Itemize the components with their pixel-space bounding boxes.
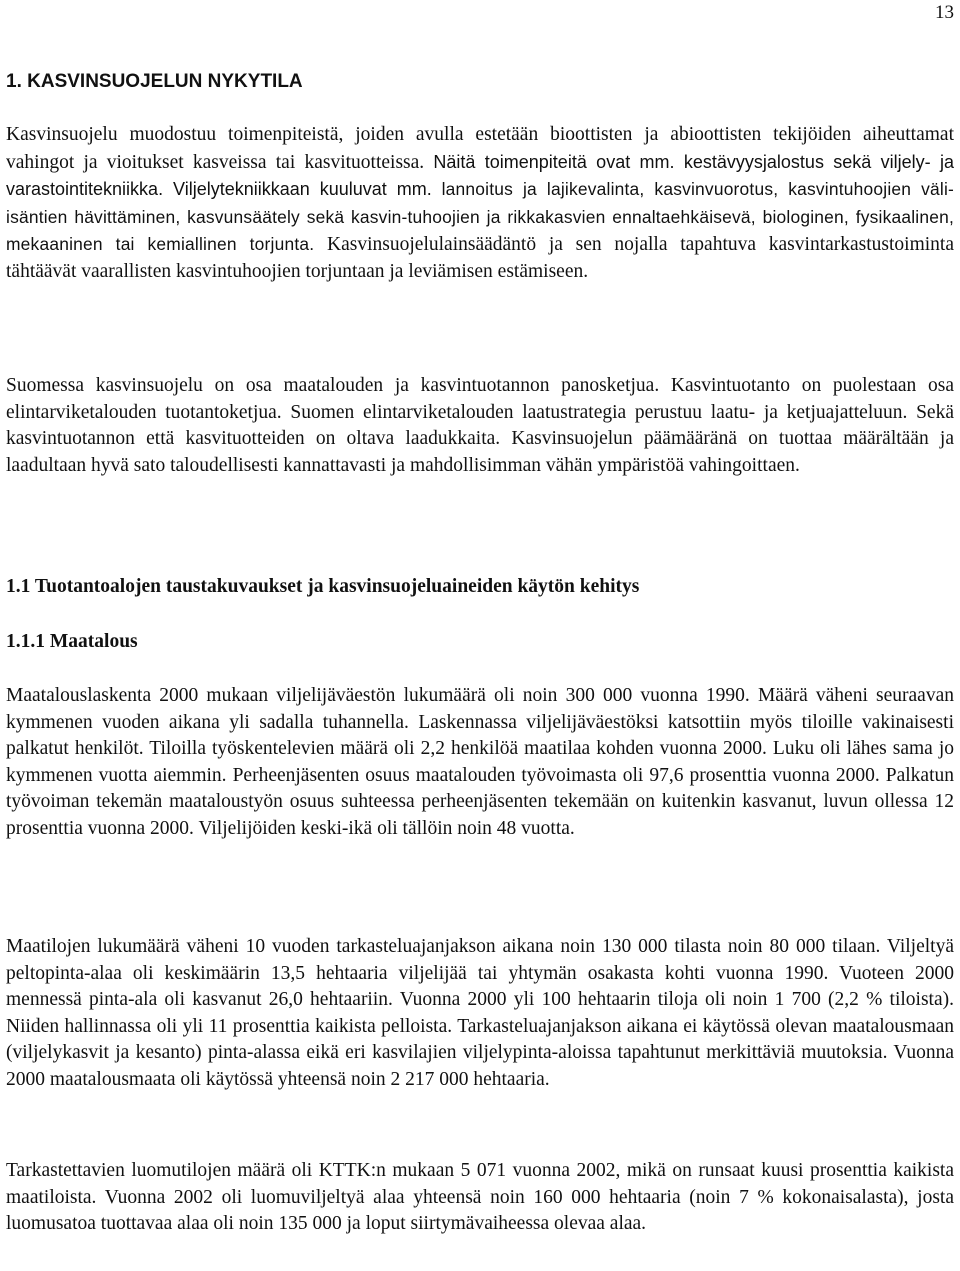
paragraph-5: Tarkastettavien luomutilojen määrä oli KTTK:n mukaan 5 071 vuonna 2002, mikä on runsaat kuusi prosenttia kaikista maatiloista. Vuonna 2002 oli luomuviljeltyä alaa yhteensä noin 160 000 hehtaaria (noin 7 % kokonaisalasta), josta luomusatoa tuottavaa alaa oli noin 135 000 ja loput siirtymävaiheessa olevaa alaa. — [6, 1160, 954, 1234]
page-number: 13 — [935, 2, 954, 23]
paragraph-3: Maatalouslaskenta 2000 mukaan viljelijäväestön lukumäärä oli noin 300 000 vuonna 1990. Määrä väheni seuraavan kymmenen vuoden aikana yli sadalla tuhannella. Laskennassa viljelijäväestöksi katsottiin myös tiloille vakinaisesti palkatut henkilöt. Tiloilla työskentelevien määrä oli 2,2 henkilöä maatilaa kohden vuonna 2000. Luku oli lähes sama jo kymmenen vuotta aiemmin. Perheenjäsenten osuus maatalouden työvoimasta oli 97,6 prosenttia vuonna 2000. Palkatun työvoiman tekemän maataloustyön osuus suhteessa perheenjäsenten tekemään on kuitenkin kasvanut, luvun ollessa 12 prosenttia vuonna 2000. Viljelijöiden keski-ikä oli tällöin noin 48 vuotta. — [6, 685, 954, 839]
paragraph-1 — [6, 122, 954, 285]
section-heading-1-1: 1.1 Tuotantoalojen taustakuvaukset ja kasvinsuojeluaineiden käytön kehitys — [6, 576, 640, 597]
paragraph-1-part-serif: Kasvinsuojelu muodostuu toimenpiteistä, joiden avulla estetään bioottisten ja abioottisten tekijöiden aiheuttamat vahingot ja vioitukset kasveissa tai kasvituotteissa. — [6, 124, 954, 173]
section-heading-1: 1. KASVINSUOJELUN NYKYTILA — [6, 71, 303, 92]
paragraph-1-part-dense: lannoitus ja lajikevalinta, kasvinvuorotus, kasvintuhoojien väli-isäntien hävittäminen, kasvunsäätely sekä kasvin-tuhoojien ja rikkakasvien ennaltaehkäisevä, biologinen, fysikaalinen, mekaaninen tai kemiallinen torjunta. — [6, 179, 955, 254]
paragraph-1-part-sans: Näitä toimenpiteitä ovat mm. kestävyysjalostus sekä viljely- ja varastointitekniikka. Viljelytekniikkaan kuuluvat mm. — [6, 151, 955, 199]
paragraph-2: Suomessa kasvinsuojelu on osa maatalouden ja kasvintuotannon panosketjua. Kasvintuotanto on puolestaan osa elintarviketalouden tuotantoketjua. Suomen elintarviketalouden laatustrategia perustuu laatu- ja ketjuajatteluun. Sekä kasvintuotannon että kasvituotteiden on oltava laadukkaita. Kasvinsuojelun päämääränä on tuottaa määrältään ja laadultaan hyvä sato taloudellisesti kannattavasti ja mahdollisimman vähän ympäristöä vahingoittaen. — [6, 375, 954, 476]
paragraph-4: Maatilojen lukumäärä väheni 10 vuoden tarkasteluajanjakson aikana noin 130 000 tilasta noin 80 000 tilaan. Viljeltyä peltopinta-alaa oli keskimäärin 13,5 hehtaaria viljelijää tai yhtymän osakasta kohti vuonna 1990. Vuoteen 2000 mennessä pinta-ala oli kasvanut 26,0 hehtaariin. Vuonna 2000 yli 100 hehtaarin tiloja oli noin 1 700 (2,2 % tiloista). Niiden hallinnassa oli yli 11 prosenttia kaikista pelloista. Tarkasteluajanjakson aikana ei käytössä olevan maatalousmaan (viljelykasvit ja kesanto) pinta-alassa eikä eri kasvilajien viljelypinta-aloissa tapahtunut merkittäviä muutoksia. Vuonna 2000 maatalousmaata oli käytössä yhteensä noin 2 217 000 hehtaaria. — [6, 936, 954, 1090]
paragraph-1-part-end: Kasvinsuojelulainsäädäntö ja sen nojalla tapahtuva kasvintarkastustoiminta tähtäävät vaarallisten kasvintuhoojien torjuntaan ja leviämisen estämiseen. — [6, 234, 955, 282]
section-heading-1-1-1: 1.1.1 Maatalous — [6, 631, 138, 652]
